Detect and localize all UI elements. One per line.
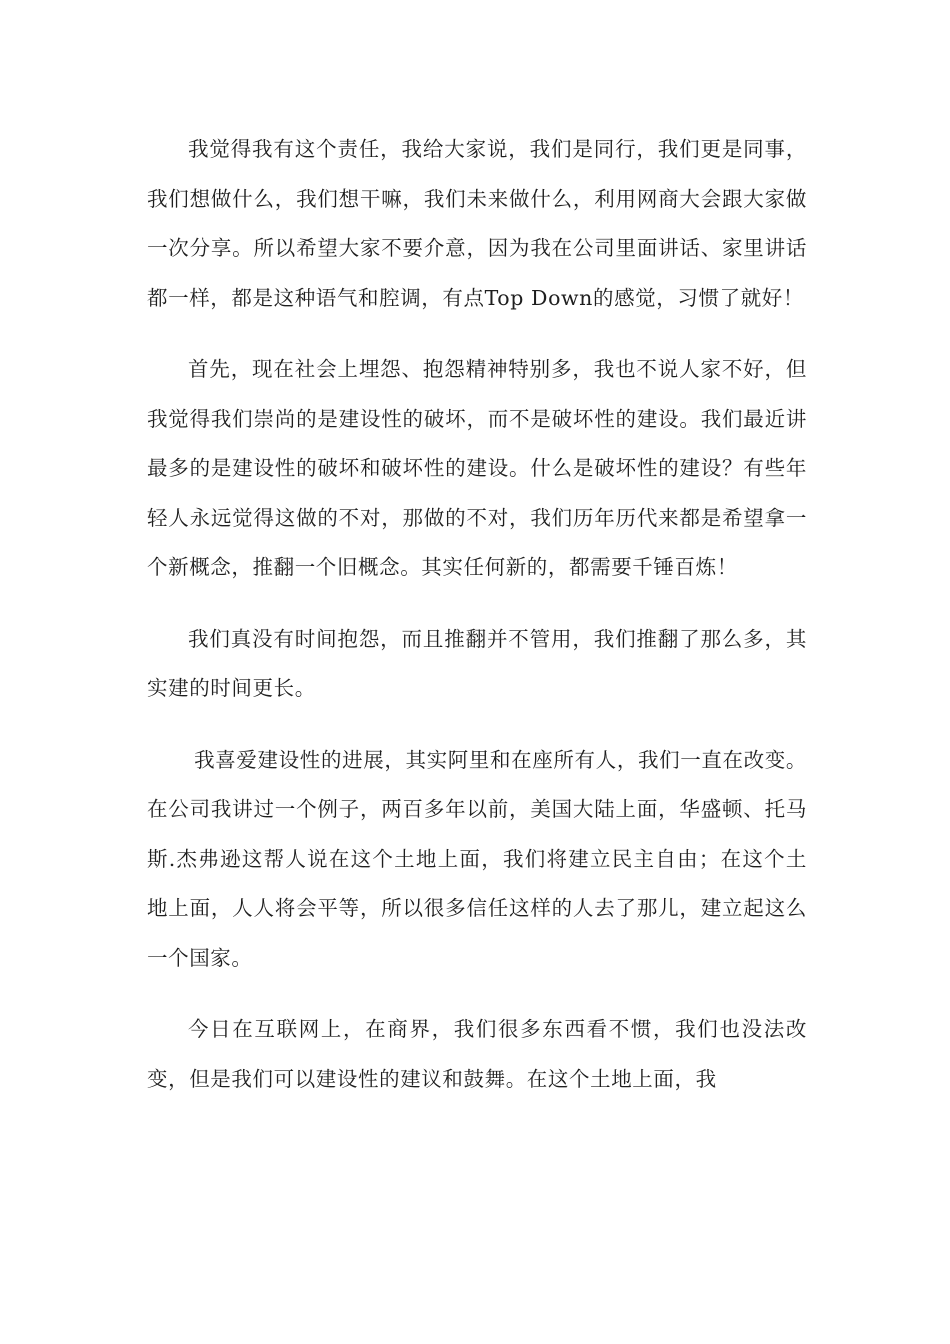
paragraph-1: 我觉得我有这个责任，我给大家说，我们是同行，我们更是同事，我们想做什么，我们想干嘛，我们未来做什么，利用网商大会跟大家做一次分享。所以希望大家不要介意，因为我在公司里面讲话、家里讲话都一样，都是这种语气和腔调，有点Top Down的感觉，习惯了就好！ [147,137,807,310]
document-body [147,125,807,1126]
paragraph-4: 我喜爱建设性的进展，其实阿里和在座所有人，我们一直在改变。在公司我讲过一个例子，两百多年以前，美国大陆上面，华盛顿、托马斯.杰弗逊这帮人说在这个土地上面，我们将建立民主自由；在这个土地上面，人人将会平等，所以很多信任这样的人去了那儿，建立起这么一个国家。 [147,747,807,970]
paragraph-5: 今日在互联网上，在商界，我们很多东西看不惯，我们也没法改变，但是我们可以建设性的建议和鼓舞。在这个土地上面，我 [147,1017,807,1091]
paragraph-3: 我们真没有时间抱怨，而且推翻并不管用，我们推翻了那么多，其实建的时间更长。 [147,626,807,700]
paragraph-2: 首先，现在社会上埋怨、抱怨精神特别多，我也不说人家不好，但我觉得我们崇尚的是建设性的破坏，而不是破坏性的建设。我们最近讲最多的是建设性的破坏和破坏性的建设。什么是破坏性的建设？有些年轻人永远觉得这做的不对，那做的不对，我们历年历代来都是希望拿一个新概念，推翻一个旧概念。其实任何新的，都需要千锤百炼！ [147,357,807,579]
